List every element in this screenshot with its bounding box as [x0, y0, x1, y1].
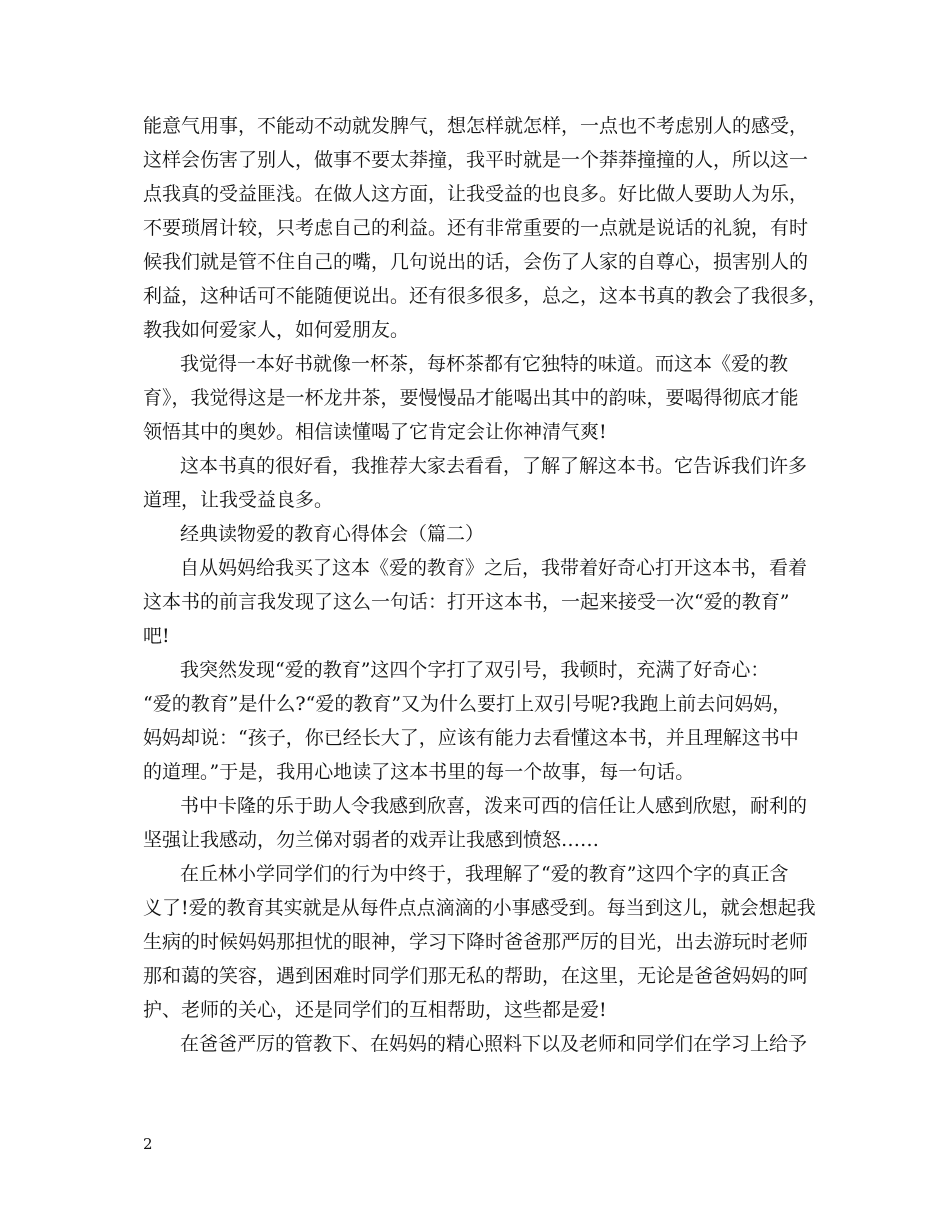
text-line: 能意气用事，不能动不动就发脾气，想怎样就怎样，一点也不考虑别人的感受， [143, 115, 809, 137]
text-line: 道理，让我受益良多。 [143, 489, 334, 511]
text-line: 这本书真的很好看，我推荐大家去看看，了解了解这本书。它告诉我们许多 [180, 455, 808, 477]
text-line: 坚强让我感动，勿兰俤对弱者的戏弄让我感到愤怒…… [143, 829, 600, 851]
text-line: 的道理。”于是，我用心地读了这本书里的每一个故事，每一句话。 [143, 761, 695, 783]
text-line: 育》，我觉得这是一杯龙井茶，要慢慢品才能喝出其中的韵味，要喝得彻底才能 [143, 387, 799, 409]
text-line: 我觉得一本好书就像一杯茶，每杯茶都有它独特的味道。而这本《爱的教 [180, 353, 789, 375]
text-line: 吧! [143, 625, 170, 647]
text-line: 书中卡隆的乐于助人令我感到欣喜，泼来可西的信任让人感到欣慰，耐利的 [180, 795, 808, 817]
text-line: 生病的时候妈妈那担忧的眼神，学习下降时爸爸那严厉的目光，出去游玩时老师 [143, 931, 809, 953]
text-line: 利益，这种话可不能随便说出。还有很多很多，总之，这本书真的教会了我很多， [143, 285, 828, 307]
page-number: 2 [143, 1135, 153, 1153]
text-line: 自从妈妈给我买了这本《爱的教育》之后，我带着好奇心打开这本书，看着 [180, 557, 808, 579]
text-line: 义了!爱的教育其实就是从每件点点滴滴的小事感受到。每当到这儿，就会想起我 [143, 897, 816, 919]
text-line: 教我如何爱家人，如何爱朋友。 [143, 319, 410, 341]
text-line: 这本书的前言我发现了这么一句话：打开这本书，一起来接受一次“爱的教育” [143, 591, 790, 613]
text-line: 在丘林小学同学们的行为中终于，我理解了“爱的教育”这四个字的真正含 [180, 863, 789, 885]
text-line: 我突然发现“爱的教育”这四个字打了双引号，我顿时，充满了好奇心： [180, 659, 770, 681]
text-line: 在爸爸严厉的管教下、在妈妈的精心照料下以及老师和同学们在学习上给予 [180, 1033, 808, 1055]
text-line: 妈妈却说：“孩子，你已经长大了，应该有能力去看懂这本书，并且理解这书中 [143, 727, 799, 749]
text-line: 点我真的受益匪浅。在做人这方面，让我受益的也良多。好比做人要助人为乐， [143, 183, 809, 205]
text-line: “爱的教育”是什么?“爱的教育”又为什么要打上双引号呢?我跑上前去问妈妈， [143, 693, 792, 715]
text-line: 这样会伤害了别人，做事不要太莽撞，我平时就是一个莽莽撞撞的人，所以这一 [143, 149, 809, 171]
text-line: 领悟其中的奥妙。相信读懂喝了它肯定会让你神清气爽! [143, 421, 607, 443]
text-line: 候我们就是管不住自己的嘴，几句说出的话，会伤了人家的自尊心，损害别人的 [143, 251, 809, 273]
text-line: 护、老师的关心，还是同学们的互相帮助，这些都是爱! [143, 999, 607, 1021]
section-heading: 经典读物爱的教育心得体会（篇二） [180, 523, 485, 545]
text-line: 不要琐屑计较，只考虑自己的利益。还有非常重要的一点就是说话的礼貌，有时 [143, 217, 809, 239]
text-line: 那和蔼的笑容，遇到困难时同学们那无私的帮助，在这里，无论是爸爸妈妈的呵 [143, 965, 809, 987]
